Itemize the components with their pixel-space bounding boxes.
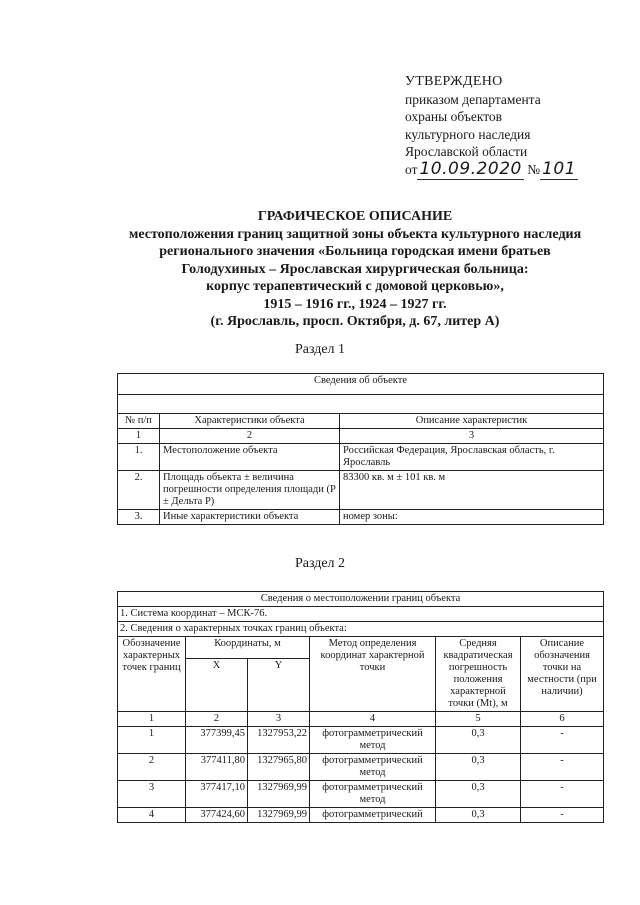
document-title <box>100 208 610 331</box>
point-y: 1327965,80 <box>248 754 310 781</box>
point-error: 0,3 <box>436 727 521 754</box>
title-line: Голодухиных – Ярославская хирургическая больница: <box>181 261 529 277</box>
table-title: Сведения об объекте <box>118 374 604 395</box>
col-index: 6 <box>521 712 604 727</box>
approval-block <box>405 73 578 178</box>
col-header-num: № п/п <box>118 414 160 429</box>
col-header-y: Y <box>248 659 310 712</box>
blank-row <box>118 395 604 414</box>
table-title: Сведения о местоположении границ объекта <box>118 592 604 607</box>
col-index: 5 <box>436 712 521 727</box>
col-header-method: Метод определения координат характерной точки <box>310 637 436 712</box>
col-header-x: X <box>186 659 248 712</box>
point-error: 0,3 <box>436 808 521 823</box>
col-index: 3 <box>248 712 310 727</box>
approval-line: Ярославской области <box>405 144 528 159</box>
title-line: регионального значения «Больница городская имени братьев <box>159 244 551 259</box>
point-y: 1327969,99 <box>248 808 310 823</box>
row-num: 3. <box>118 510 160 525</box>
boundary-points-table <box>117 591 604 823</box>
point-x: 377399,45 <box>186 727 248 754</box>
point-x: 377424,60 <box>186 808 248 823</box>
point-y: 1327953,22 <box>248 727 310 754</box>
col-header-char: Характеристики объекта <box>160 414 340 429</box>
coord-system: 1. Система координат – МСК-76. <box>118 607 604 622</box>
row-desc: 83300 кв. м ± 101 кв. м <box>340 471 604 510</box>
col-header-error: Средняя квадратическая погрешность положения характерной точки (Mt), м <box>436 637 521 712</box>
col-index: 1 <box>118 429 160 444</box>
col-index: 2 <box>186 712 248 727</box>
col-header-coords: Координаты, м <box>186 637 310 659</box>
col-index: 4 <box>310 712 436 727</box>
point-desc: - <box>521 781 604 808</box>
point-desc: - <box>521 727 604 754</box>
point-method: фотограмметрический метод <box>310 781 436 808</box>
point-y: 1327969,99 <box>248 781 310 808</box>
col-index: 1 <box>118 712 186 727</box>
col-header-point: Обозначение характерных точек границ <box>118 637 186 712</box>
table-row <box>118 808 604 823</box>
table-row <box>118 754 604 781</box>
title-line: 1915 – 1916 гг., 1924 – 1927 гг. <box>263 296 447 312</box>
row-desc: Российская Федерация, Ярославская область, г. Ярославль <box>340 444 604 471</box>
table-row <box>118 471 604 510</box>
section2-heading: Раздел 2 <box>294 556 346 571</box>
title-line: (г. Ярославль, просп. Октября, д. 67, литер А) <box>210 314 500 329</box>
approval-date-line <box>405 158 578 179</box>
approval-number: 101 <box>542 158 577 179</box>
approval-line: приказом департамента <box>405 91 541 107</box>
point-id: 1 <box>118 727 186 754</box>
point-desc: - <box>521 754 604 781</box>
approval-date: 10.09.2020 <box>419 158 522 179</box>
points-title: 2. Сведения о характерных точках границ объекта: <box>118 622 604 637</box>
title-line: местоположения границ защитной зоны объекта культурного наследия <box>128 226 582 242</box>
title-line: корпус терапевтический с домовой церковью», <box>206 279 504 294</box>
col-header-desc: Описание характеристик <box>340 414 604 429</box>
col-index: 3 <box>340 429 604 444</box>
point-x: 377417,10 <box>186 781 248 808</box>
point-x: 377411,80 <box>186 754 248 781</box>
col-index: 2 <box>160 429 340 444</box>
table-row <box>118 781 604 808</box>
number-prefix: № <box>527 161 541 177</box>
row-char: Иные характеристики объекта <box>160 510 340 525</box>
row-desc: номер зоны: <box>340 510 604 525</box>
point-id: 3 <box>118 781 186 808</box>
section1-heading: Раздел 1 <box>294 342 346 357</box>
table-row <box>118 727 604 754</box>
row-char: Площадь объекта ± величина погрешности определения площади (P ± Дельта P) <box>160 471 340 510</box>
row-num: 1. <box>118 444 160 471</box>
point-error: 0,3 <box>436 754 521 781</box>
approval-line: культурного наследия <box>405 126 531 142</box>
date-prefix: от <box>405 161 418 177</box>
point-method: фотограмметрический метод <box>310 727 436 754</box>
point-id: 4 <box>118 808 186 823</box>
row-char: Местоположение объекта <box>160 444 340 471</box>
point-method: фотограмметрический <box>310 808 436 823</box>
point-method: фотограмметрический метод <box>310 754 436 781</box>
point-desc: - <box>521 808 604 823</box>
col-header-desc: Описание обозначения точки на местности (при наличии) <box>521 637 604 712</box>
point-error: 0,3 <box>436 781 521 808</box>
table-row <box>118 510 604 525</box>
point-id: 2 <box>118 754 186 781</box>
approval-header: УТВЕРЖДЕНО <box>405 74 503 89</box>
object-info-table <box>117 373 604 525</box>
row-num: 2. <box>118 471 160 510</box>
table-row <box>118 444 604 471</box>
approval-line: охраны объектов <box>405 109 503 124</box>
title-heading: ГРАФИЧЕСКОЕ ОПИСАНИЕ <box>257 209 453 224</box>
